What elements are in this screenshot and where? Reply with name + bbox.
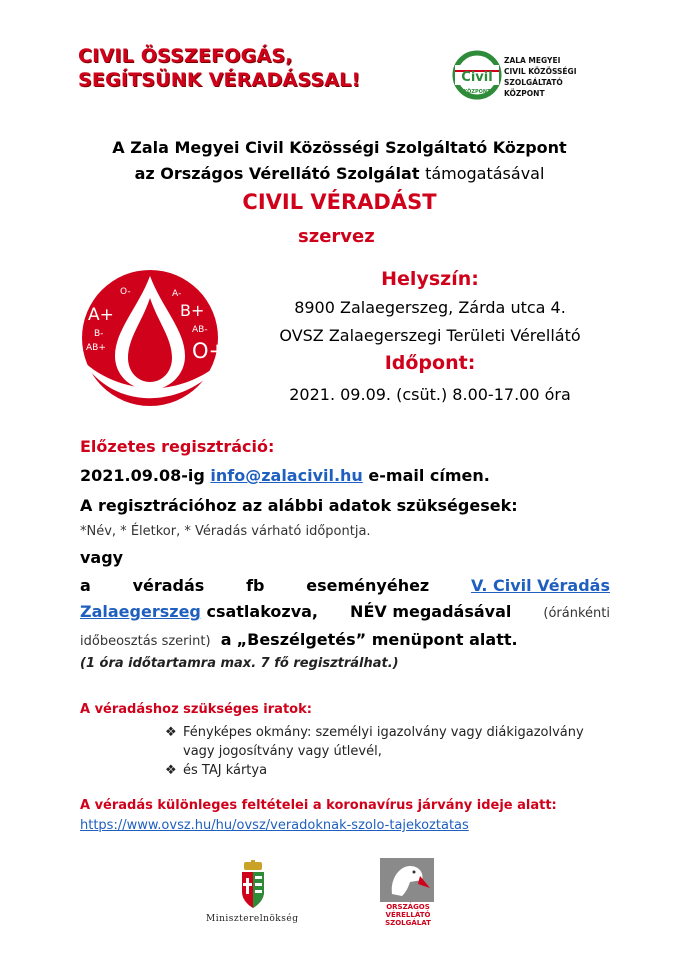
blood-type: B- <box>94 329 104 339</box>
conditions-title: A véradás különleges feltételei a koronavírus járvány ideje alatt: <box>80 798 557 813</box>
list-item <box>165 761 584 780</box>
headline-line-1: CIVIL ÖSSZEFOGÁS, <box>78 45 293 67</box>
list-item <box>165 723 584 742</box>
intro-org: az Országos Vérellátó Szolgálat <box>134 164 420 183</box>
blood-type: B+ <box>180 301 205 320</box>
registration-deadline-line <box>80 466 610 485</box>
list-item <box>165 742 584 761</box>
intro-line-2 <box>0 161 679 187</box>
registration-or: vagy <box>80 548 124 567</box>
diamond-bullet-icon: ❖ <box>165 763 177 778</box>
blood-drop-hand-icon <box>60 268 240 408</box>
logo-line: SZOLGÁLTATÓ KÖZPONT <box>504 78 563 98</box>
civil-kozpont-logo <box>452 50 602 100</box>
intro-support: támogatásával <box>425 164 545 183</box>
fb-line-3 <box>80 630 610 649</box>
list-item-text: vagy jogosítvány vagy útlevél, <box>183 744 382 759</box>
fb-under-a: a <box>220 630 232 649</box>
registration-need: A regisztrációhoz az alábbi adatok szükségesek: <box>80 496 518 515</box>
intro-line-1: A Zala Megyei Civil Közösségi Szolgáltató Központ <box>112 138 567 157</box>
location-address: 8900 Zalaegerszeg, Zárda utca 4. <box>294 298 566 317</box>
logo-mark-text: Civil <box>461 70 493 85</box>
blood-type: AB- <box>192 325 208 335</box>
documents-list <box>165 723 584 780</box>
fb-event-link[interactable]: V. Civil Véradás <box>471 576 610 595</box>
fb-menu: „Beszélgetés” menüpont alatt. <box>236 630 518 649</box>
headline <box>78 44 360 92</box>
blood-type: A+ <box>88 305 114 325</box>
event-title: CIVIL VÉRADÁST <box>242 190 437 214</box>
ovsz-line: VÉRELLÁTÓ <box>385 911 431 919</box>
location-place: OVSZ Zalaegerszegi Területi Vérellátó <box>279 326 581 345</box>
headline-line-2: SEGÍTSÜNK VÉRADÁSSAL! <box>78 69 361 91</box>
ovsz-pelican-logo-icon <box>380 858 434 902</box>
fb-word: a <box>80 576 91 595</box>
conditions-link[interactable]: https://www.ovsz.hu/hu/ovsz/veradoknak-szolo-tajekoztatas <box>80 818 469 833</box>
diamond-bullet-icon: ❖ <box>165 725 177 740</box>
fb-word: eseményéhez <box>306 576 430 595</box>
documents-title: A véradáshoz szükséges iratok: <box>80 702 312 717</box>
blood-type: O- <box>120 287 131 297</box>
civil-logo-mark-icon <box>452 50 502 100</box>
email-link[interactable]: info@zalacivil.hu <box>210 466 363 485</box>
registration-fields: *Név, * Életkor, * Véradás várható időpontja. <box>80 524 371 539</box>
event-subtitle: szervez <box>298 226 375 247</box>
list-item-text: és TAJ kártya <box>183 763 268 778</box>
logo-line: CIVIL KÖZÖSSÉGI <box>504 67 577 76</box>
ovsz-line: SZOLGÁLAT <box>385 919 431 927</box>
registration-title: Előzetes regisztráció: <box>80 437 275 456</box>
blood-type: A- <box>172 289 182 299</box>
fb-join: csatlakozva, <box>206 602 319 621</box>
list-item-text: Fényképes okmány: személyi igazolvány vagy diákigazolvány <box>183 725 584 740</box>
logo-text <box>504 55 602 99</box>
blood-type: O+ <box>192 339 227 363</box>
logo-mark-sub: KÖZPONT <box>463 89 491 95</box>
logo-line: ZALA MEGYEI <box>504 56 561 65</box>
fb-line-1 <box>80 576 610 595</box>
fb-line-2 <box>80 602 610 621</box>
fb-word: fb <box>246 576 265 595</box>
registration-date: 2021.09.08-ig <box>80 466 205 485</box>
email-suffix: e-mail címen. <box>368 466 490 485</box>
ovsz-line: ORSZÁGOS <box>386 903 430 911</box>
fb-event-link-cont[interactable]: Zalaegerszeg <box>80 602 201 621</box>
fb-schedule-1: (óránkénti <box>543 606 610 621</box>
intro-text <box>0 135 679 187</box>
registration-limit: (1 óra időtartamra max. 7 fő regisztrálhat.) <box>80 656 399 671</box>
location-label: Helyszín: <box>381 268 479 290</box>
fb-schedule-2: időbeosztás szerint) <box>80 634 211 649</box>
blood-type: AB+ <box>86 343 106 353</box>
time-label: Időpont: <box>384 352 476 374</box>
ministry-label: Miniszterelnökség <box>206 914 299 924</box>
ovsz-text <box>380 903 436 927</box>
time-value: 2021. 09.09. (csüt.) 8.00-17.00 óra <box>289 385 571 404</box>
fb-word: véradás <box>132 576 205 595</box>
hungarian-coat-of-arms-icon <box>238 860 268 910</box>
fb-name: NÉV megadásával <box>350 602 512 621</box>
